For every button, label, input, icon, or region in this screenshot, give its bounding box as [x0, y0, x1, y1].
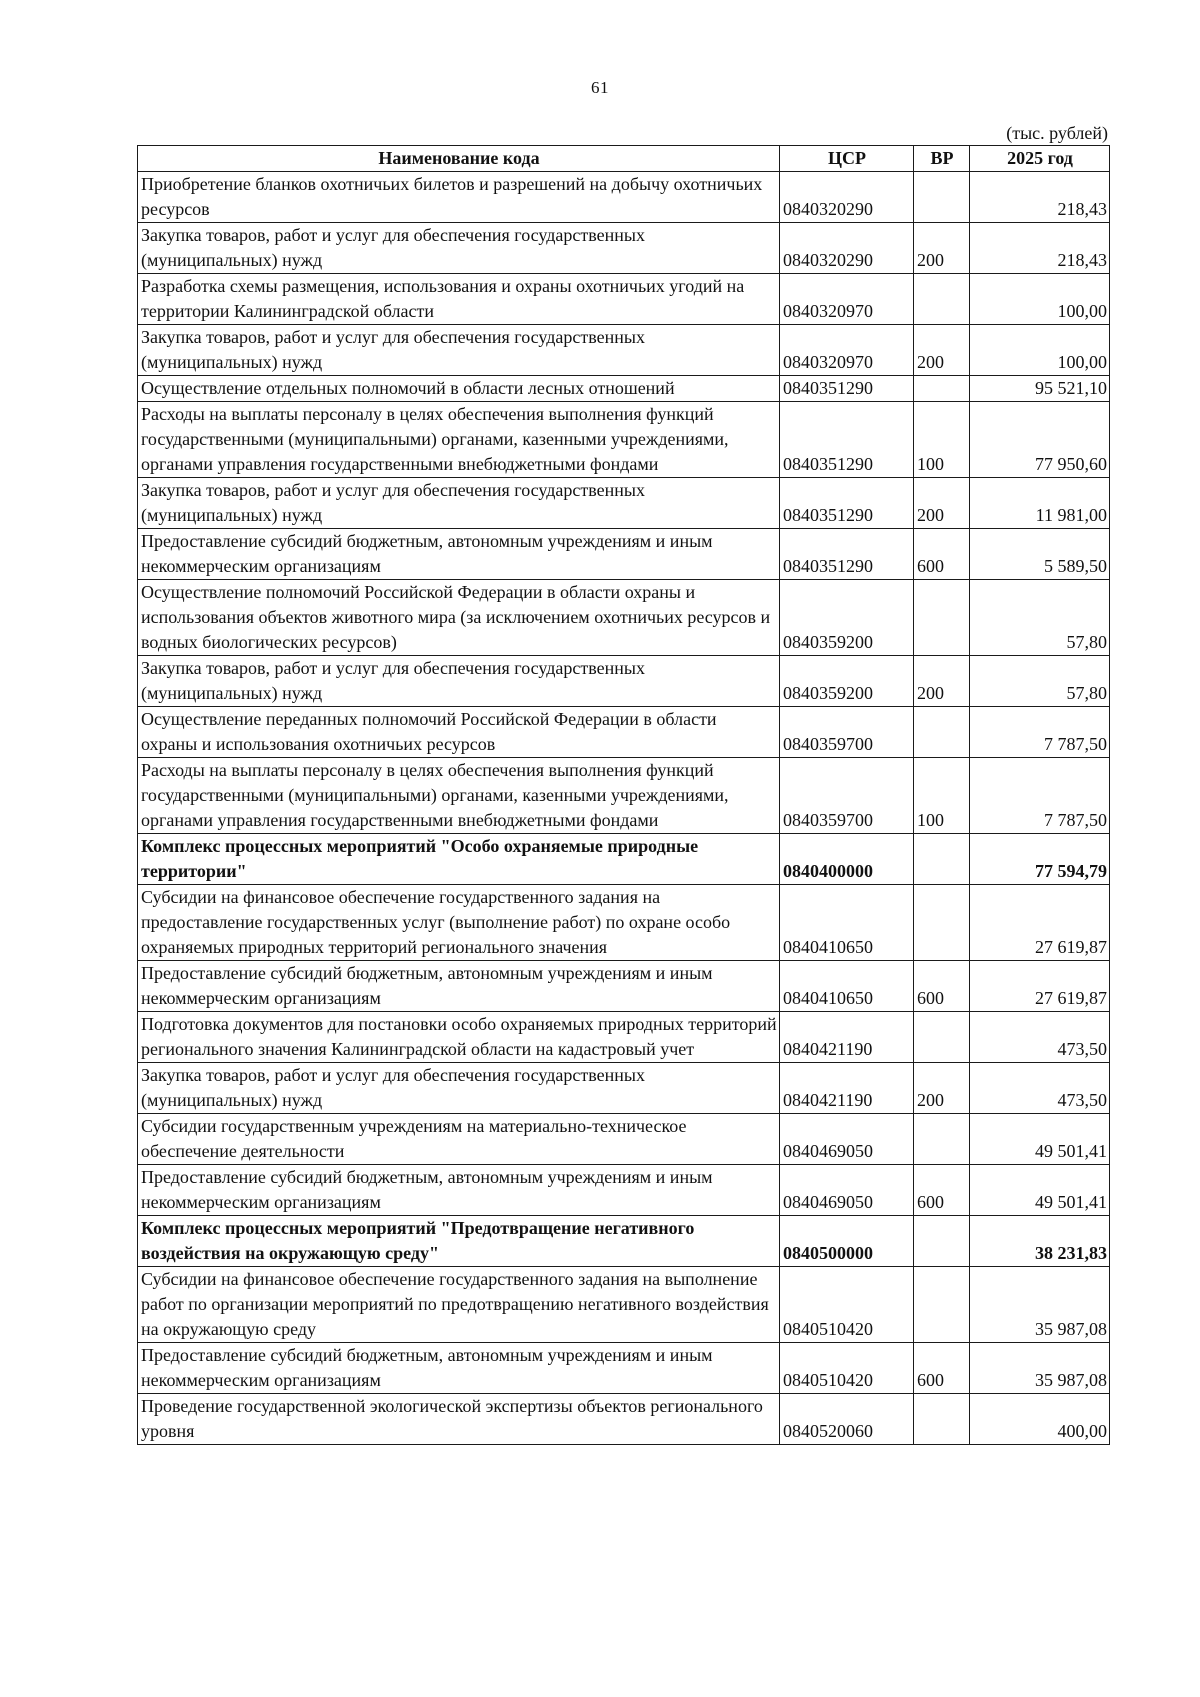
row-name-cell: Расходы на выплаты персоналу в целях обеспечения выполнения функций государственными (муниципальными) органами, казенными учреждениями, органами управления государственными внебюджетными фондами — [138, 402, 780, 478]
row-csr-cell: 0840320970 — [780, 274, 914, 325]
row-amount-cell: 35 987,08 — [970, 1343, 1110, 1394]
row-csr-cell: 0840400000 — [780, 834, 914, 885]
table-row — [138, 402, 1110, 478]
table-row — [138, 274, 1110, 325]
table-row — [138, 1216, 1110, 1267]
row-csr-cell: 0840351290 — [780, 529, 914, 580]
table-row — [138, 325, 1110, 376]
row-csr-cell: 0840359200 — [780, 656, 914, 707]
row-csr-cell: 0840359700 — [780, 758, 914, 834]
row-csr-cell: 0840320290 — [780, 223, 914, 274]
table-row — [138, 1394, 1110, 1445]
row-name-cell: Предоставление субсидий бюджетным, автономным учреждениям и иным некоммерческим организациям — [138, 529, 780, 580]
row-amount-cell: 218,43 — [970, 223, 1110, 274]
table-row — [138, 580, 1110, 656]
row-csr-cell: 0840510420 — [780, 1267, 914, 1343]
row-amount-cell: 27 619,87 — [970, 961, 1110, 1012]
row-amount-cell: 49 501,41 — [970, 1165, 1110, 1216]
row-name-cell: Осуществление отдельных полномочий в области лесных отношений — [138, 376, 780, 402]
table-row — [138, 376, 1110, 402]
row-vr-cell — [914, 1012, 970, 1063]
row-vr-cell: 600 — [914, 961, 970, 1012]
row-csr-cell: 0840359200 — [780, 580, 914, 656]
table-row — [138, 707, 1110, 758]
row-amount-cell: 77 594,79 — [970, 834, 1110, 885]
row-amount-cell: 57,80 — [970, 580, 1110, 656]
table-row — [138, 1267, 1110, 1343]
row-vr-cell — [914, 885, 970, 961]
row-amount-cell: 27 619,87 — [970, 885, 1110, 961]
row-vr-cell — [914, 274, 970, 325]
row-csr-cell: 0840421190 — [780, 1063, 914, 1114]
table-row — [138, 172, 1110, 223]
row-csr-cell: 0840351290 — [780, 402, 914, 478]
row-vr-cell: 200 — [914, 1063, 970, 1114]
row-name-cell: Приобретение бланков охотничьих билетов и разрешений на добычу охотничьих ресурсов — [138, 172, 780, 223]
row-csr-cell: 0840469050 — [780, 1114, 914, 1165]
row-vr-cell — [914, 1394, 970, 1445]
row-name-cell: Комплекс процессных мероприятий "Предотвращение негативного воздействия на окружающую среду" — [138, 1216, 780, 1267]
row-amount-cell: 35 987,08 — [970, 1267, 1110, 1343]
table-header-row — [138, 146, 1110, 172]
table-row — [138, 223, 1110, 274]
row-csr-cell: 0840320970 — [780, 325, 914, 376]
row-name-cell: Закупка товаров, работ и услуг для обеспечения государственных (муниципальных) нужд — [138, 1063, 780, 1114]
row-vr-cell: 100 — [914, 758, 970, 834]
row-name-cell: Закупка товаров, работ и услуг для обеспечения государственных (муниципальных) нужд — [138, 223, 780, 274]
page-number: 61 — [591, 78, 609, 97]
row-name-cell: Субсидии на финансовое обеспечение государственного задания на выполнение работ по организации мероприятий по предотвращению негативного воздействия на окружающую среду — [138, 1267, 780, 1343]
row-vr-cell: 200 — [914, 478, 970, 529]
row-name-cell: Расходы на выплаты персоналу в целях обеспечения выполнения функций государственными (муниципальными) органами, казенными учреждениями, органами управления государственными внебюджетными фондами — [138, 758, 780, 834]
row-vr-cell: 600 — [914, 1343, 970, 1394]
table-row — [138, 758, 1110, 834]
table-row — [138, 961, 1110, 1012]
row-amount-cell: 5 589,50 — [970, 529, 1110, 580]
table-row — [138, 478, 1110, 529]
row-vr-cell: 600 — [914, 1165, 970, 1216]
row-vr-cell: 100 — [914, 402, 970, 478]
row-amount-cell: 95 521,10 — [970, 376, 1110, 402]
row-csr-cell: 0840351290 — [780, 376, 914, 402]
row-amount-cell: 473,50 — [970, 1063, 1110, 1114]
row-amount-cell: 11 981,00 — [970, 478, 1110, 529]
row-csr-cell: 0840421190 — [780, 1012, 914, 1063]
row-amount-cell: 57,80 — [970, 656, 1110, 707]
table-body — [138, 172, 1110, 1445]
row-name-cell: Осуществление полномочий Российской Федерации в области охраны и использования объектов животного мира (за исключением охотничьих ресурсов и водных биологических ресурсов) — [138, 580, 780, 656]
table-row — [138, 885, 1110, 961]
row-vr-cell: 200 — [914, 223, 970, 274]
row-vr-cell — [914, 1267, 970, 1343]
row-name-cell: Подготовка документов для постановки особо охраняемых природных территорий регионального значения Калининградской области на кадастровый учет — [138, 1012, 780, 1063]
row-name-cell: Проведение государственной экологической экспертизы объектов регионального уровня — [138, 1394, 780, 1445]
row-vr-cell: 600 — [914, 529, 970, 580]
row-amount-cell: 38 231,83 — [970, 1216, 1110, 1267]
table-row — [138, 656, 1110, 707]
row-vr-cell: 200 — [914, 656, 970, 707]
row-name-cell: Разработка схемы размещения, использования и охраны охотничьих угодий на территории Калининградской области — [138, 274, 780, 325]
row-vr-cell: 200 — [914, 325, 970, 376]
budget-table — [137, 145, 1110, 1445]
table-row — [138, 834, 1110, 885]
row-csr-cell: 0840500000 — [780, 1216, 914, 1267]
row-name-cell: Предоставление субсидий бюджетным, автономным учреждениям и иным некоммерческим организациям — [138, 1343, 780, 1394]
row-name-cell: Предоставление субсидий бюджетным, автономным учреждениям и иным некоммерческим организациям — [138, 961, 780, 1012]
table-row — [138, 1012, 1110, 1063]
row-vr-cell — [914, 172, 970, 223]
header-amount: 2025 год — [970, 146, 1110, 172]
row-name-cell: Осуществление переданных полномочий Российской Федерации в области охраны и использования охотничьих ресурсов — [138, 707, 780, 758]
row-name-cell: Предоставление субсидий бюджетным, автономным учреждениям и иным некоммерческим организациям — [138, 1165, 780, 1216]
table-row — [138, 529, 1110, 580]
row-amount-cell: 7 787,50 — [970, 758, 1110, 834]
row-name-cell: Субсидии на финансовое обеспечение государственного задания на предоставление государственных услуг (выполнение работ) по охране особо охраняемых природных территорий регионального значения — [138, 885, 780, 961]
header-csr: ЦСР — [780, 146, 914, 172]
row-csr-cell: 0840410650 — [780, 885, 914, 961]
row-csr-cell: 0840410650 — [780, 961, 914, 1012]
row-csr-cell: 0840320290 — [780, 172, 914, 223]
row-name-cell: Закупка товаров, работ и услуг для обеспечения государственных (муниципальных) нужд — [138, 325, 780, 376]
row-amount-cell: 7 787,50 — [970, 707, 1110, 758]
row-csr-cell: 0840351290 — [780, 478, 914, 529]
row-vr-cell — [914, 580, 970, 656]
row-name-cell: Субсидии государственным учреждениям на материально-техническое обеспечение деятельности — [138, 1114, 780, 1165]
row-vr-cell — [914, 376, 970, 402]
row-csr-cell: 0840520060 — [780, 1394, 914, 1445]
row-vr-cell — [914, 707, 970, 758]
units-label: (тыс. рублей) — [1006, 123, 1108, 143]
table-row — [138, 1114, 1110, 1165]
row-vr-cell — [914, 1114, 970, 1165]
table-row — [138, 1343, 1110, 1394]
row-amount-cell: 400,00 — [970, 1394, 1110, 1445]
row-name-cell: Закупка товаров, работ и услуг для обеспечения государственных (муниципальных) нужд — [138, 656, 780, 707]
row-name-cell: Закупка товаров, работ и услуг для обеспечения государственных (муниципальных) нужд — [138, 478, 780, 529]
row-vr-cell — [914, 834, 970, 885]
row-amount-cell: 49 501,41 — [970, 1114, 1110, 1165]
table-row — [138, 1063, 1110, 1114]
row-vr-cell — [914, 1216, 970, 1267]
table-row — [138, 1165, 1110, 1216]
row-amount-cell: 218,43 — [970, 172, 1110, 223]
row-amount-cell: 100,00 — [970, 274, 1110, 325]
row-csr-cell: 0840510420 — [780, 1343, 914, 1394]
header-name: Наименование кода — [138, 146, 780, 172]
row-amount-cell: 473,50 — [970, 1012, 1110, 1063]
row-name-cell: Комплекс процессных мероприятий "Особо охраняемые природные территории" — [138, 834, 780, 885]
row-csr-cell: 0840359700 — [780, 707, 914, 758]
row-csr-cell: 0840469050 — [780, 1165, 914, 1216]
row-amount-cell: 77 950,60 — [970, 402, 1110, 478]
header-vr: ВР — [914, 146, 970, 172]
row-amount-cell: 100,00 — [970, 325, 1110, 376]
